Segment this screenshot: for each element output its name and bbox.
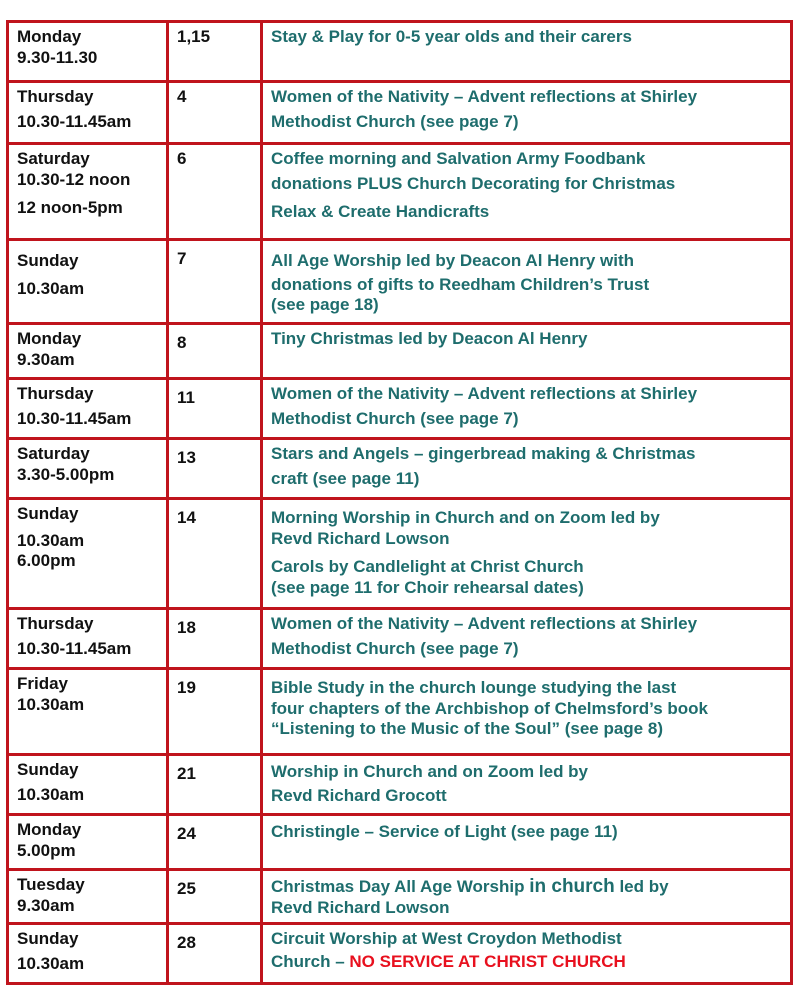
event-cell <box>262 924 792 984</box>
event-cell <box>262 22 792 82</box>
event-text: Christmas Day All Age Worship <box>271 877 530 896</box>
table-row <box>8 144 792 240</box>
date-cell <box>168 609 262 669</box>
day-label: Sunday <box>17 251 79 270</box>
table-row <box>8 82 792 144</box>
event-line: Methodist Church (see page 7) <box>271 638 519 658</box>
date-label: 1,15 <box>177 27 211 46</box>
event-line: Tiny Christmas led by Deacon Al Henry <box>271 329 588 348</box>
day-cell <box>8 324 168 379</box>
schedule-table <box>6 20 793 985</box>
date-cell <box>168 439 262 499</box>
event-line: Coffee morning and Salvation Army Foodbank <box>271 149 646 168</box>
event-cell <box>262 815 792 870</box>
date-cell <box>168 324 262 379</box>
time-label: 3.30-5.00pm <box>17 464 115 484</box>
event-cell <box>262 240 792 324</box>
day-label: Friday <box>17 674 69 693</box>
event-line: Methodist Church (see page 7) <box>271 408 519 428</box>
date-cell <box>168 499 262 609</box>
date-label: 21 <box>177 764 196 783</box>
event-cell <box>262 82 792 144</box>
day-label: Thursday <box>17 384 94 403</box>
table-row <box>8 22 792 82</box>
event-line: four chapters of the Archbishop of Chelmsford’s book <box>271 698 708 718</box>
day-cell <box>8 870 168 924</box>
time-label: 9.30-11.30 <box>17 47 98 67</box>
day-label: Monday <box>17 27 82 46</box>
no-service-alert: NO SERVICE AT CHRIST CHURCH <box>349 951 626 971</box>
time-label: 10.30am <box>17 784 85 804</box>
day-cell <box>8 144 168 240</box>
event-emphasis: in church <box>529 876 615 897</box>
date-label: 4 <box>177 87 187 106</box>
time-label: 9.30am <box>17 895 75 915</box>
time-label: 5.00pm <box>17 840 76 860</box>
day-label: Monday <box>17 329 82 348</box>
event-line: Worship in Church and on Zoom led by <box>271 762 589 781</box>
day-label: Thursday <box>17 614 94 633</box>
event-cell <box>262 324 792 379</box>
day-cell <box>8 439 168 499</box>
date-cell <box>168 870 262 924</box>
day-label: Monday <box>17 820 82 839</box>
event-line: “Listening to the Music of the Soul” (see page 8) <box>271 719 663 739</box>
table-row <box>8 609 792 669</box>
day-label: Thursday <box>17 87 94 106</box>
date-label: 6 <box>177 149 187 168</box>
date-cell <box>168 755 262 815</box>
event-cell <box>262 144 792 240</box>
day-label: Sunday <box>17 760 79 779</box>
event-cell <box>262 609 792 669</box>
event-line: Revd Richard Grocott <box>271 785 447 805</box>
time-label: 12 noon-5pm <box>17 198 123 218</box>
date-label: 19 <box>177 678 196 697</box>
table-row <box>8 439 792 499</box>
event-cell <box>262 499 792 609</box>
event-line: Morning Worship in Church and on Zoom led by <box>271 508 660 527</box>
day-label: Sunday <box>17 504 79 523</box>
event-line: Stay & Play for 0-5 year olds and their carers <box>271 27 632 46</box>
event-line: Stars and Angels – gingerbread making & Christmas <box>271 444 696 463</box>
time-label: 10.30-11.45am <box>17 408 132 428</box>
event-line: Revd Richard Lowson <box>271 898 450 918</box>
table-row <box>8 324 792 379</box>
table-row <box>8 499 792 609</box>
date-label: 18 <box>177 618 196 637</box>
event-line: Circuit Worship at West Croydon Methodist <box>271 929 622 948</box>
event-cell <box>262 439 792 499</box>
day-cell <box>8 815 168 870</box>
event-cell <box>262 669 792 755</box>
time-label: 10.30-11.45am <box>17 111 132 131</box>
event-line: Revd Richard Lowson <box>271 528 450 548</box>
event-line: Women of the Nativity – Advent reflections at Shirley <box>271 384 698 403</box>
time-label: 10.30am <box>17 278 85 298</box>
table-row <box>8 924 792 984</box>
date-label: 28 <box>177 933 196 952</box>
event-line: Women of the Nativity – Advent reflections at Shirley <box>271 614 698 633</box>
event-cell <box>262 755 792 815</box>
table-row <box>8 870 792 924</box>
table-row <box>8 240 792 324</box>
time-label: 10.30am <box>17 530 85 550</box>
event-line: All Age Worship led by Deacon Al Henry with <box>271 251 635 270</box>
event-line: craft (see page 11) <box>271 468 420 488</box>
date-label: 25 <box>177 879 196 898</box>
time-label: 10.30-12 noon <box>17 169 131 189</box>
event-line: Bible Study in the church lounge studying the last <box>271 678 677 697</box>
day-cell <box>8 669 168 755</box>
time-label: 10.30am <box>17 694 85 714</box>
event-line <box>271 952 782 973</box>
day-cell <box>8 924 168 984</box>
day-label: Tuesday <box>17 875 85 894</box>
event-line: donations of gifts to Reedham Children’s Trust <box>271 274 650 294</box>
date-label: 24 <box>177 824 196 843</box>
date-cell <box>168 82 262 144</box>
day-label: Saturday <box>17 444 90 463</box>
event-cell <box>262 870 792 924</box>
time-label: 10.30am <box>17 953 85 973</box>
event-line: (see page 18) <box>271 295 379 315</box>
day-label: Sunday <box>17 929 79 948</box>
table-row <box>8 669 792 755</box>
event-line: Carols by Candlelight at Christ Church <box>271 557 584 577</box>
event-line: Relax & Create Handicrafts <box>271 202 490 222</box>
event-line: Methodist Church (see page 7) <box>271 111 519 131</box>
event-line: donations PLUS Church Decorating for Christmas <box>271 173 676 193</box>
event-line: (see page 11 for Choir rehearsal dates) <box>271 578 584 598</box>
date-label: 14 <box>177 508 196 527</box>
table-row <box>8 379 792 439</box>
day-cell <box>8 499 168 609</box>
time-label: 9.30am <box>17 349 75 369</box>
day-cell <box>8 82 168 144</box>
date-cell <box>168 669 262 755</box>
day-cell <box>8 22 168 82</box>
date-cell <box>168 815 262 870</box>
event-text: led by <box>614 877 669 896</box>
day-cell <box>8 755 168 815</box>
date-label: 8 <box>177 333 187 352</box>
table-row <box>8 755 792 815</box>
date-cell <box>168 144 262 240</box>
day-label: Saturday <box>17 149 90 168</box>
date-label: 13 <box>177 448 196 467</box>
event-line: Women of the Nativity – Advent reflections at Shirley <box>271 87 698 106</box>
time-label: 10.30-11.45am <box>17 638 132 658</box>
date-label: 7 <box>177 249 187 268</box>
day-cell <box>8 240 168 324</box>
event-line: Christingle – Service of Light (see page 11) <box>271 822 618 841</box>
date-cell <box>168 240 262 324</box>
table-row <box>8 815 792 870</box>
time-label: 6.00pm <box>17 551 76 571</box>
date-label: 11 <box>177 388 195 407</box>
event-cell <box>262 379 792 439</box>
date-cell <box>168 924 262 984</box>
day-cell <box>8 379 168 439</box>
event-line <box>271 875 782 898</box>
date-cell <box>168 22 262 82</box>
event-text: Church – <box>271 951 350 971</box>
date-cell <box>168 379 262 439</box>
day-cell <box>8 609 168 669</box>
